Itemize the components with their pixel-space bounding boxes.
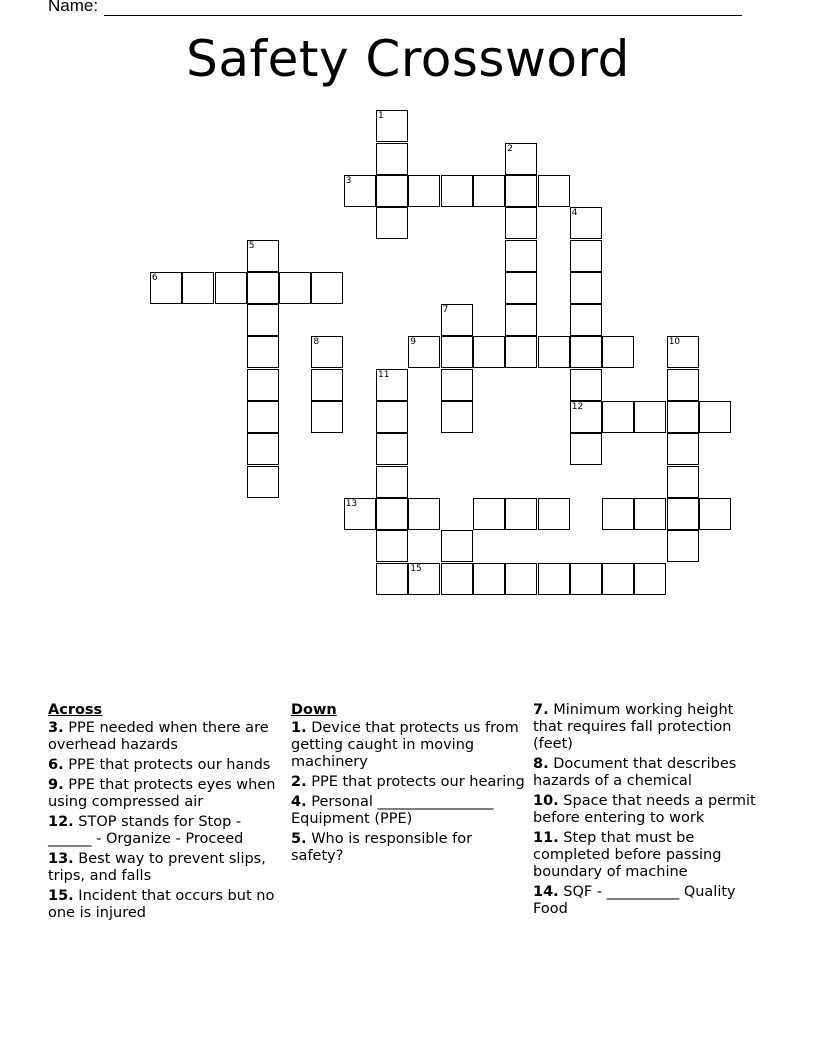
grid-cell[interactable] [279, 272, 311, 304]
page-title: Safety Crossword [186, 30, 630, 88]
clue-item [291, 794, 527, 828]
grid-cell[interactable] [505, 336, 537, 368]
grid-cell[interactable] [376, 433, 408, 465]
clue-number: 12 [571, 402, 584, 412]
grid-cell[interactable] [376, 498, 408, 530]
clue-item-text: STOP stands for Stop - ______ - Organize - Proceed [48, 814, 244, 847]
grid-cell[interactable] [215, 272, 247, 304]
grid-cell[interactable] [408, 336, 440, 368]
across-clues [48, 702, 280, 925]
grid-cell[interactable] [602, 563, 634, 595]
clue-number: 6 [151, 272, 158, 283]
grid-cell[interactable] [473, 336, 505, 368]
clue-number: 3 [345, 175, 352, 186]
grid-cell[interactable] [150, 272, 182, 304]
grid-cell[interactable] [182, 272, 214, 304]
grid-cell[interactable] [344, 498, 376, 530]
clue-item-text: PPE that protects our hands [68, 757, 271, 773]
clue-item-number: 15. [48, 888, 74, 904]
clue-item-text: Personal ________________ Equipment (PPE) [291, 794, 494, 827]
clue-number: 5 [248, 240, 255, 251]
grid-cell[interactable] [538, 336, 570, 368]
clue-item-text: Step that must be completed before passing boundary of machine [533, 830, 722, 880]
clue-item-text: PPE that protects our hearing [311, 774, 525, 790]
grid-cell[interactable] [441, 530, 473, 562]
grid-cell[interactable] [376, 563, 408, 595]
grid-cell[interactable] [505, 498, 537, 530]
clue-number: 1 [378, 111, 384, 122]
grid-cell[interactable] [505, 143, 537, 175]
clue-item [48, 720, 280, 754]
clue-item-number: 3. [48, 720, 64, 736]
clue-item-number: 13. [48, 851, 74, 867]
clue-item [533, 756, 761, 790]
grid-cell[interactable] [408, 563, 440, 595]
clue-item [48, 851, 280, 885]
grid-cell[interactable] [505, 304, 537, 336]
grid-cell[interactable] [570, 369, 602, 401]
down-clues-continued [533, 702, 761, 921]
grid-cell[interactable] [311, 401, 343, 433]
grid-cell[interactable] [247, 240, 279, 272]
clue-number: 4 [571, 208, 578, 219]
grid-cell[interactable] [247, 466, 279, 498]
clue-item [533, 702, 761, 753]
grid-cell[interactable] [570, 240, 602, 272]
grid-cell[interactable] [247, 272, 279, 304]
grid-cell[interactable] [473, 563, 505, 595]
down-heading: Down [291, 702, 337, 718]
clue-item-number: 10. [533, 793, 559, 809]
clue-item-text: Best way to prevent slips, trips, and falls [48, 851, 266, 884]
grid-cell[interactable] [667, 433, 699, 465]
grid-cell[interactable] [667, 336, 699, 368]
clue-item-text: SQF - __________ Quality Food [533, 884, 736, 917]
grid-cell[interactable] [667, 401, 699, 433]
grid-cell[interactable] [538, 498, 570, 530]
clue-item-number: 5. [291, 831, 307, 847]
grid-cell[interactable] [570, 336, 602, 368]
clue-item [533, 830, 761, 881]
clue-item [48, 814, 280, 848]
clue-number: 7 [442, 305, 449, 316]
clue-item [533, 884, 761, 918]
clue-item-text: Document that describes hazards of a chemical [533, 756, 737, 789]
grid-cell[interactable] [634, 498, 666, 530]
grid-cell[interactable] [570, 433, 602, 465]
clue-number: 8 [313, 337, 320, 348]
grid-cell[interactable] [538, 563, 570, 595]
clue-number: 2 [507, 143, 513, 154]
clue-number: 10 [668, 337, 681, 348]
clue-item-text: PPE that protects eyes when using compressed air [48, 777, 276, 810]
grid-cell[interactable] [505, 240, 537, 272]
clue-item-text: Who is responsible for safety? [291, 831, 473, 864]
clue-item-text: PPE needed when there are overhead hazards [48, 720, 269, 753]
clue-item-text: Minimum working height that requires fall protection (feet) [533, 702, 734, 752]
down-clues [291, 702, 527, 868]
clue-item-text: Space that needs a permit before entering to work [533, 793, 756, 826]
clue-number: 15 [410, 563, 422, 574]
grid-cell[interactable] [441, 563, 473, 595]
clue-item-number: 7. [533, 702, 549, 718]
clue-item-text: Incident that occurs but no one is injured [48, 888, 275, 921]
clue-item [48, 757, 280, 774]
grid-cell[interactable] [376, 466, 408, 498]
grid-cell[interactable] [344, 175, 376, 207]
grid-cell[interactable] [538, 175, 570, 207]
grid-cell[interactable] [441, 175, 473, 207]
across-heading: Across [48, 702, 103, 718]
grid-cell[interactable] [667, 530, 699, 562]
grid-cell[interactable] [376, 110, 408, 142]
grid-cell[interactable] [505, 272, 537, 304]
grid-cell[interactable] [667, 498, 699, 530]
grid-cell[interactable] [667, 369, 699, 401]
clue-item [291, 831, 527, 865]
clue-item-number: 12. [48, 814, 74, 830]
grid-cell[interactable] [247, 336, 279, 368]
grid-cell[interactable] [247, 401, 279, 433]
grid-cell[interactable] [311, 336, 343, 368]
grid-cell[interactable] [699, 401, 731, 433]
grid-cell[interactable] [602, 336, 634, 368]
grid-cell[interactable] [408, 498, 440, 530]
grid-cell[interactable] [441, 336, 473, 368]
grid-cell[interactable] [376, 369, 408, 401]
clue-item-number: 2. [291, 774, 307, 790]
clue-item [48, 777, 280, 811]
grid-cell[interactable] [505, 207, 537, 239]
grid-cell[interactable] [602, 401, 634, 433]
grid-cell[interactable] [602, 498, 634, 530]
name-label: Name: [48, 0, 99, 15]
grid-cell[interactable] [376, 530, 408, 562]
clue-item-number: 11. [533, 830, 559, 846]
grid-cell[interactable] [376, 143, 408, 175]
clue-item-number: 6. [48, 757, 64, 773]
clue-item [533, 793, 761, 827]
grid-cell[interactable] [505, 563, 537, 595]
clue-item-number: 4. [291, 794, 307, 810]
clue-item [291, 774, 527, 791]
grid-cell[interactable] [699, 498, 731, 530]
grid-cell[interactable] [376, 207, 408, 239]
clue-number: 9 [410, 337, 417, 348]
clue-item-number: 9. [48, 777, 64, 793]
grid-cell[interactable] [408, 175, 440, 207]
grid-cell[interactable] [634, 401, 666, 433]
grid-cell[interactable] [634, 563, 666, 595]
grid-cell[interactable] [570, 401, 602, 433]
grid-cell[interactable] [247, 304, 279, 336]
grid-cell[interactable] [441, 369, 473, 401]
grid-cell[interactable] [570, 304, 602, 336]
clue-item-number: 8. [533, 756, 549, 772]
clue-item-number: 14. [533, 884, 559, 900]
grid-cell[interactable] [247, 433, 279, 465]
grid-cell[interactable] [376, 401, 408, 433]
grid-cell[interactable] [247, 369, 279, 401]
grid-cell[interactable] [376, 175, 408, 207]
grid-cell[interactable] [441, 304, 473, 336]
grid-cell[interactable] [570, 272, 602, 304]
grid-cell[interactable] [311, 369, 343, 401]
grid-cell[interactable] [570, 207, 602, 239]
grid-cell[interactable] [505, 175, 537, 207]
clue-item-text: Device that protects us from getting caught in moving machinery [291, 720, 519, 770]
grid-cell[interactable] [570, 563, 602, 595]
grid-cell[interactable] [441, 401, 473, 433]
grid-cell[interactable] [667, 466, 699, 498]
clue-number: 11 [378, 369, 390, 380]
clue-item [291, 720, 527, 771]
grid-cell[interactable] [473, 498, 505, 530]
grid-cell[interactable] [311, 272, 343, 304]
clue-item-number: 1. [291, 720, 307, 736]
clue-item [48, 888, 280, 922]
clue-number: 13 [345, 498, 358, 509]
grid-cell[interactable] [473, 175, 505, 207]
